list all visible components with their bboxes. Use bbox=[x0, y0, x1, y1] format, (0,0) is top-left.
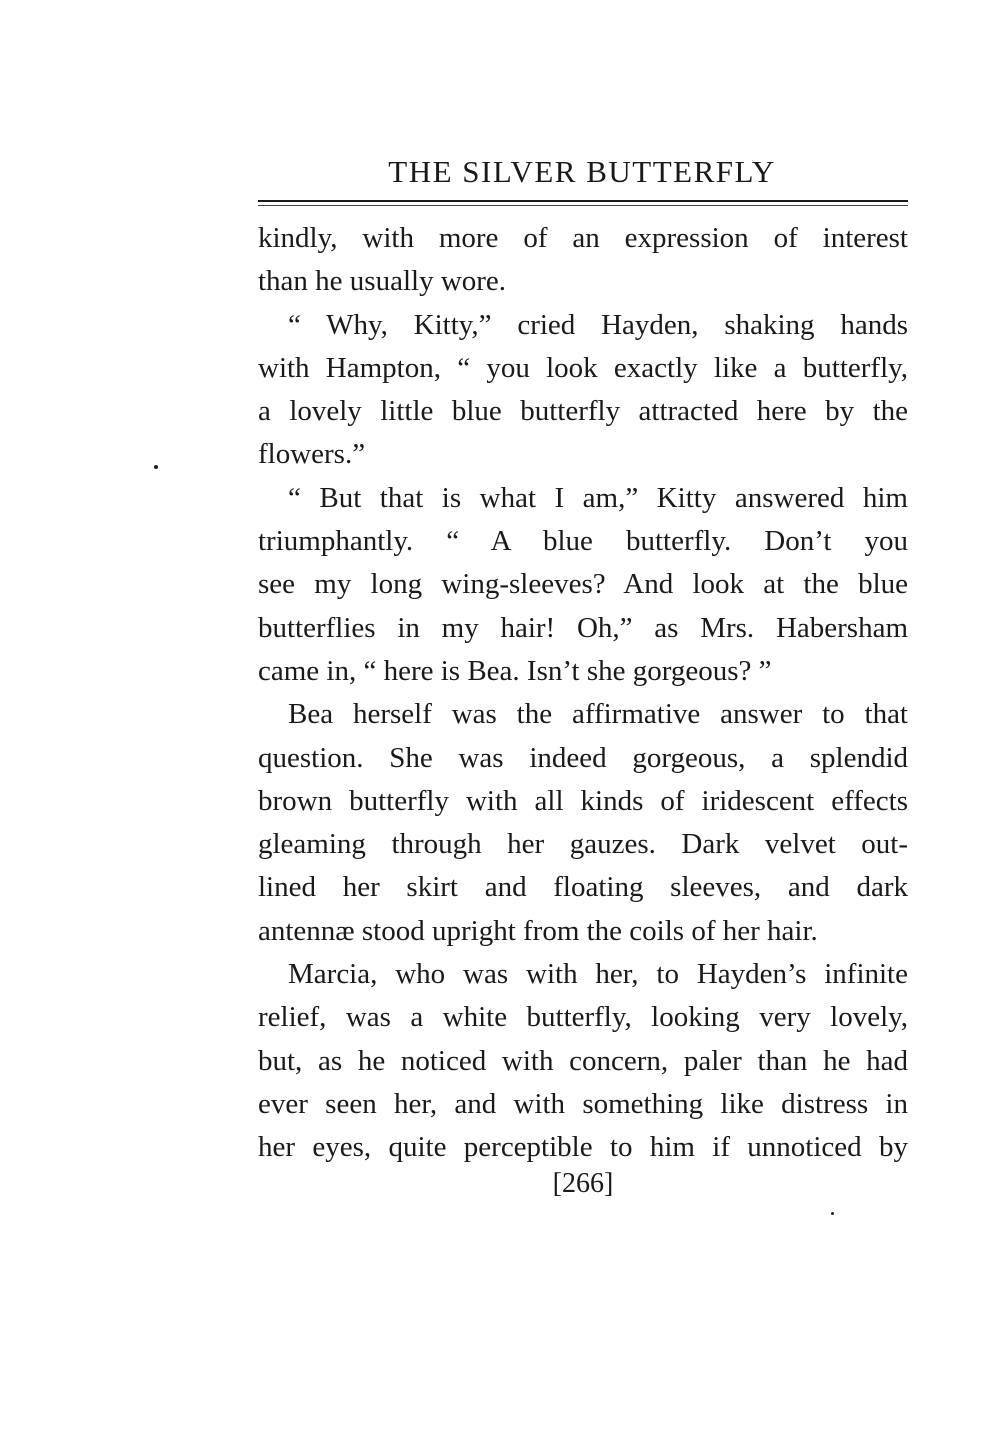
text-line: came in, “ here is Bea. Isn’t she gorgeous? ” bbox=[258, 654, 772, 687]
text-line: kindly, with more of an expression of interest bbox=[258, 222, 908, 254]
text-line: than he usually wore. bbox=[258, 265, 507, 298]
text-line: Bea herself was the affirmative answer to that bbox=[288, 698, 908, 731]
text-line: butterflies in my hair! Oh,” as Mrs. Habersham bbox=[258, 611, 908, 644]
text-line: brown butterfly with all kinds of iridescent effects bbox=[258, 784, 908, 817]
text-line: flowers.” bbox=[258, 438, 366, 471]
text-line: “ But that is what I am,” Kitty answered him bbox=[288, 481, 908, 514]
text-line: question. She was indeed gorgeous, a splendid bbox=[258, 741, 908, 774]
text-line: antennæ stood upright from the coils of her hair. bbox=[258, 914, 818, 947]
text-line: gleaming through her gauzes. Dark velvet out- bbox=[258, 828, 908, 861]
text-line: with Hampton, “ you look exactly like a butterfly, bbox=[258, 351, 908, 384]
text-line: relief, was a white butterfly, looking very lovely, bbox=[258, 1001, 908, 1034]
header-rule bbox=[258, 200, 908, 202]
text-line: triumphantly. “ A blue butterfly. Don’t you bbox=[258, 525, 908, 558]
body-text bbox=[258, 217, 908, 1170]
text-line: lined her skirt and floating sleeves, and dark bbox=[258, 871, 908, 904]
scan-speck bbox=[154, 465, 158, 469]
page-number: [266] bbox=[552, 1168, 614, 1199]
running-head: THE SILVER BUTTERFLY bbox=[388, 154, 776, 189]
text-line: Marcia, who was with her, to Hayden’s infinite bbox=[288, 958, 908, 991]
text-line: but, as he noticed with concern, paler than he had bbox=[258, 1044, 908, 1077]
text-line: “ Why, Kitty,” cried Hayden, shaking hands bbox=[288, 308, 908, 341]
text-line: ever seen her, and with something like distress in bbox=[258, 1087, 908, 1120]
scan-speck bbox=[831, 1212, 834, 1215]
text-line: see my long wing-sleeves? And look at the blue bbox=[258, 568, 908, 601]
text-line: a lovely little blue butterfly attracted here by the bbox=[258, 395, 908, 428]
header-rule-thin bbox=[258, 205, 908, 206]
text-line: her eyes, quite perceptible to him if unnoticed by bbox=[258, 1131, 908, 1164]
